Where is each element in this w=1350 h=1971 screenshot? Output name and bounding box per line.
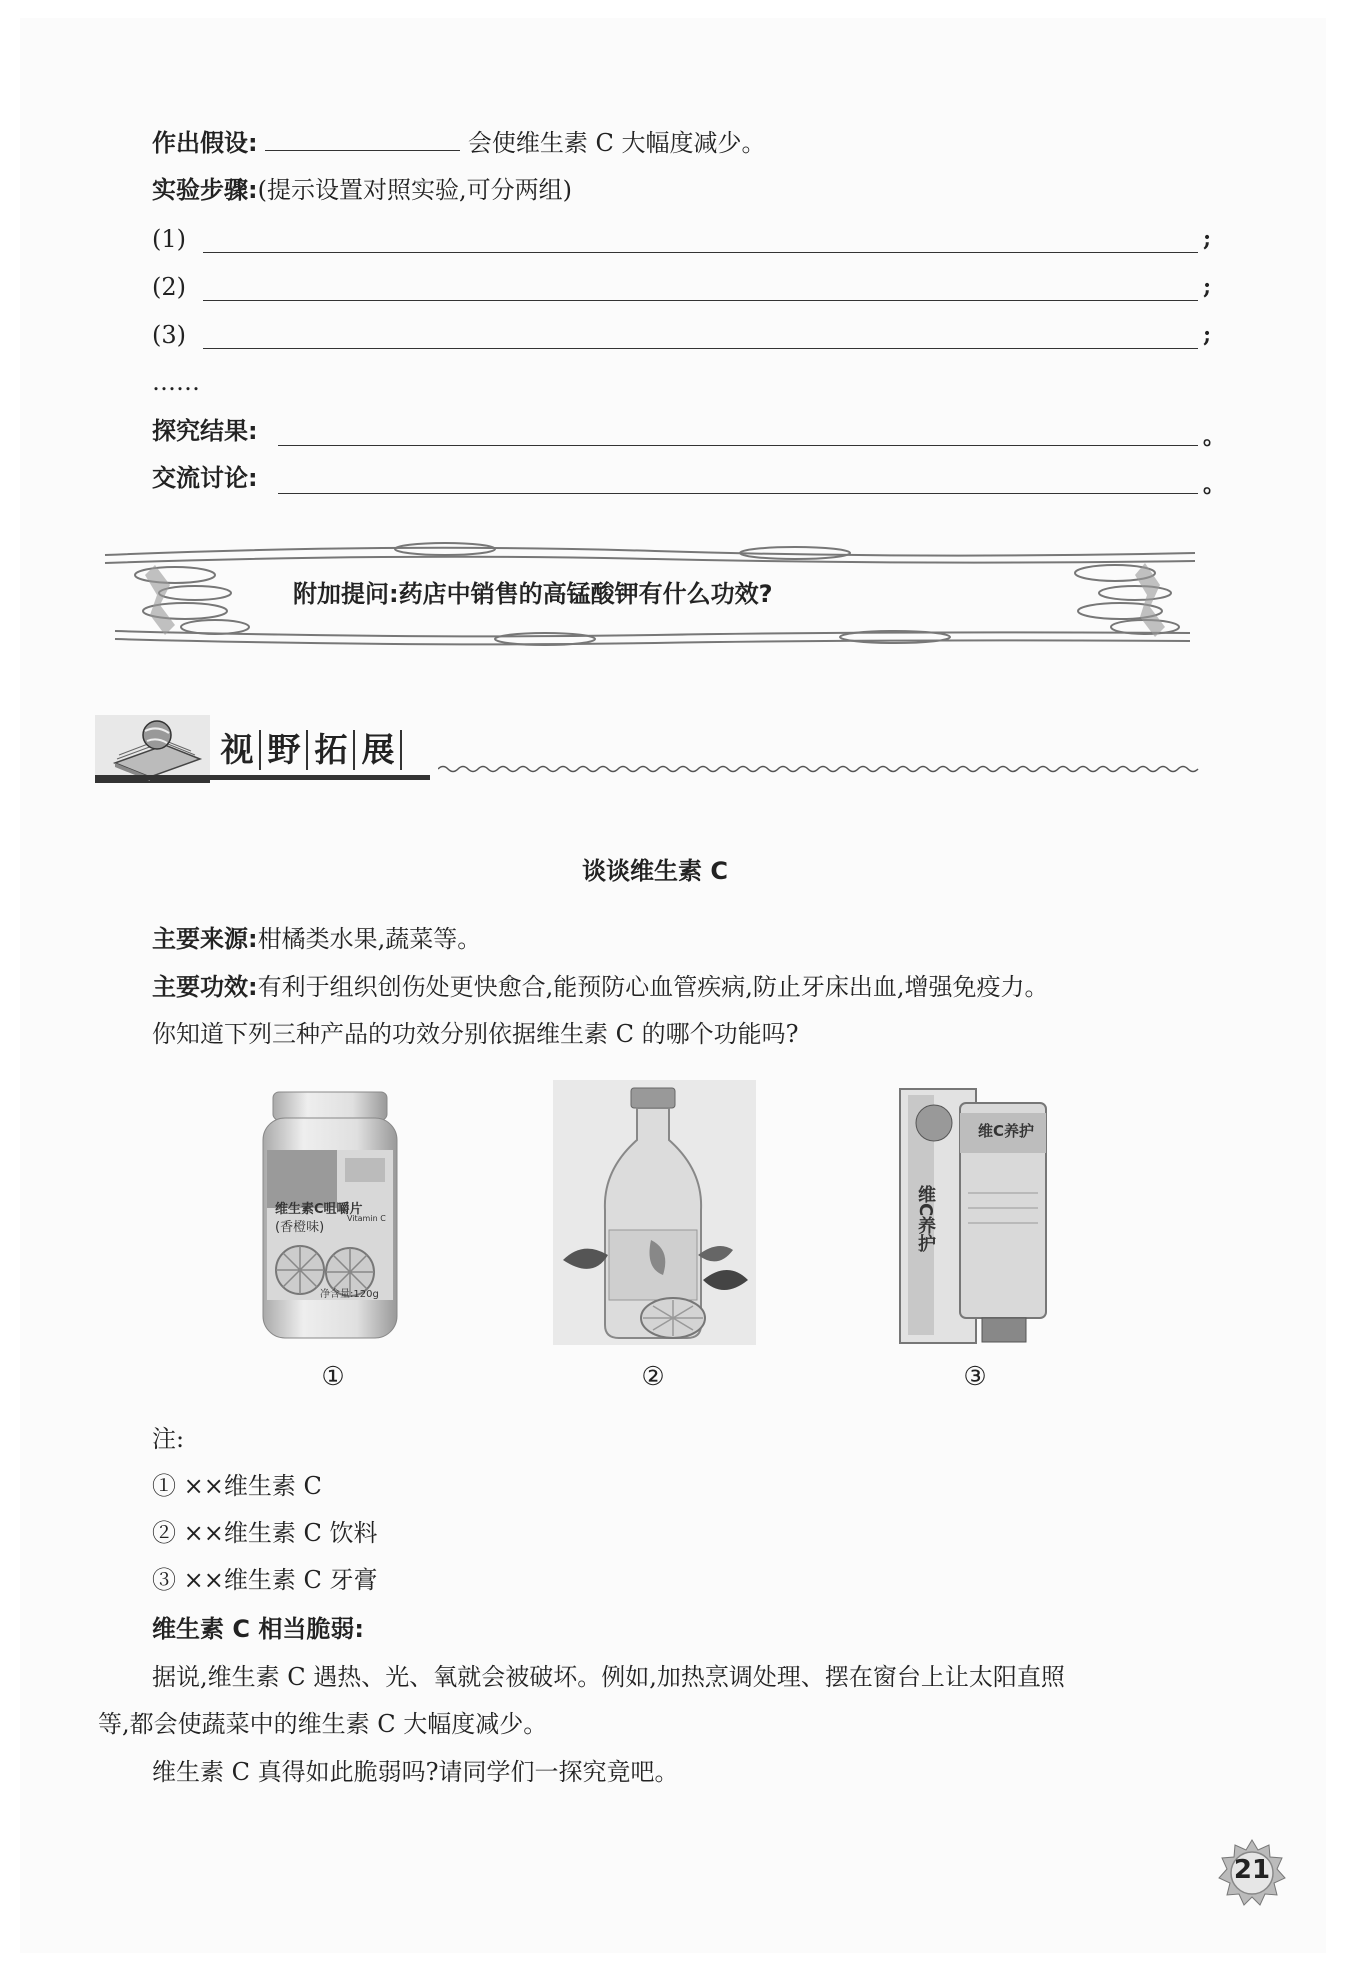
fragile-title: 维生素 C 相当脆弱: [152, 1615, 364, 1643]
hypothesis-blank[interactable] [265, 128, 460, 151]
section-wave-line [438, 762, 1208, 776]
section-char-2: 野 [262, 730, 308, 770]
product-3-number: ③ [963, 1362, 987, 1392]
step-2-end: ; [1203, 274, 1212, 300]
steps-row [152, 173, 572, 207]
step-2-blank[interactable] [203, 300, 1198, 301]
step-1-blank[interactable] [203, 252, 1198, 253]
result-blank[interactable] [278, 445, 1198, 446]
result-end: 。 [1203, 424, 1226, 450]
product-1-number: ① [321, 1362, 345, 1392]
note-2: ② ××维生素 C 饮料 [152, 1519, 378, 1547]
product-2-number: ② [641, 1362, 665, 1392]
discussion-end: 。 [1203, 472, 1226, 498]
notes-title: 注: [152, 1425, 185, 1453]
step-2-label: (2) [152, 273, 186, 301]
fragile-para2: 维生素 C 真得如此脆弱吗?请同学们一探究竟吧。 [152, 1758, 679, 1786]
product-1-flavor: (香橙味) [275, 1220, 325, 1235]
steps-ellipsis: …… [152, 368, 200, 396]
step-3-blank[interactable] [203, 348, 1198, 349]
step-3-label: (3) [152, 321, 186, 349]
discussion-blank[interactable] [278, 493, 1198, 494]
product-2-bottle-image [553, 1080, 756, 1345]
section-char-3: 拓 [309, 730, 355, 770]
product-1-net: 净含量:120g [320, 1289, 379, 1300]
hypothesis-row [152, 126, 766, 160]
note-1: ① ××维生素 C [152, 1472, 322, 1500]
step-1-end: ; [1203, 226, 1212, 252]
note-3: ③ ××维生素 C 牙膏 [152, 1566, 378, 1594]
effect-text: 有利于组织创伤处更快愈合,能预防心血管疾病,防止牙床出血,增强免疫力。 [257, 973, 1049, 1001]
source-row [152, 922, 481, 956]
hypothesis-label: 作出假设: [152, 129, 258, 157]
effect-row [152, 970, 1049, 1004]
steps-label: 实验步骤: [152, 176, 258, 204]
steps-hint: (提示设置对照实验,可分两组) [257, 176, 572, 204]
callout-question: 附加提问:药店中销售的高锰酸钾有什么功效? [293, 580, 773, 608]
discussion-label: 交流讨论: [152, 464, 258, 492]
book-globe-icon [95, 715, 210, 783]
source-text: 柑橘类水果,蔬菜等。 [257, 925, 482, 953]
product-3-tube-text: 维C养护 [978, 1122, 1035, 1140]
result-label: 探究结果: [152, 417, 258, 445]
section-char-4: 展 [356, 730, 402, 770]
section-underline [95, 775, 430, 780]
question-text: 你知道下列三种产品的功效分别依据维生素 C 的哪个功能吗? [152, 1020, 799, 1048]
product-1-label-text: 维生素C咀嚼片 [275, 1202, 363, 1217]
step-3-end: ; [1203, 322, 1212, 348]
product-1-sub: Vitamin C [347, 1214, 386, 1223]
source-label: 主要来源: [152, 925, 258, 953]
fragile-para1-cont: 等,都会使蔬菜中的维生素 C 大幅度减少。 [98, 1710, 548, 1738]
article-title: 谈谈维生素 C [582, 857, 728, 885]
step-1-label: (1) [152, 225, 186, 253]
effect-label: 主要功效: [152, 973, 258, 1001]
page-number: 21 [1233, 1855, 1271, 1885]
section-char-1: 视 [215, 730, 261, 770]
product-3-box-text: 维C养护 [915, 1185, 936, 1253]
fragile-para1: 据说,维生素 C 遇热、光、氧就会被破坏。例如,加热烹调处理、摆在窗台上让太阳直照 [152, 1663, 1065, 1691]
hypothesis-suffix: 会使维生素 C 大幅度减少。 [467, 129, 766, 157]
